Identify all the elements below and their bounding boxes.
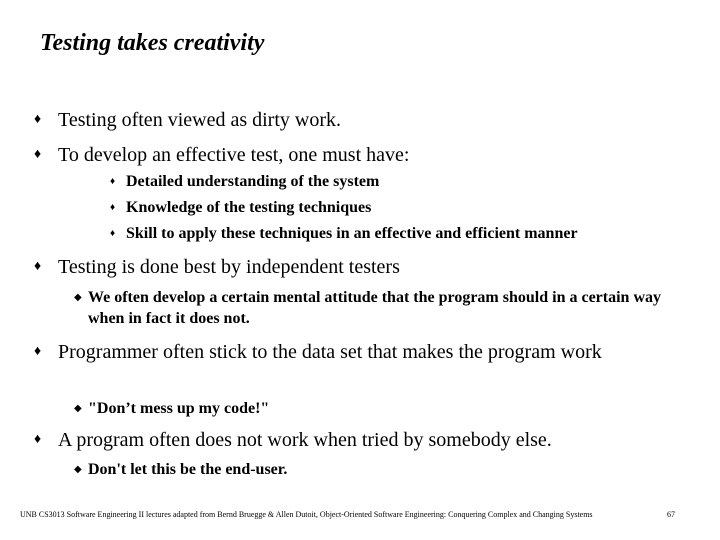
bullet-3 (34, 255, 400, 279)
diamond-bullet-icon: ♦ (34, 112, 42, 127)
bullet-5-text: A program often does not work when tried by somebody else. (58, 429, 552, 451)
diamond-bullet-icon: ♦ (34, 344, 42, 359)
footer-text: UNB CS3013 Software Engineering II lectures adapted from Bernd Bruegge & Allen Dutoit, Object-Oriented Software Engineering: Conquering Complex and Changing Systems (20, 510, 593, 519)
sub-bullet-2-text: Knowledge of the testing techniques (126, 199, 372, 216)
bullet-4-text: Programmer often stick to the data set that makes the program work (58, 341, 602, 363)
sub-bullet-2 (110, 197, 372, 218)
bullet-1 (34, 108, 341, 132)
bullet-4 (34, 340, 678, 364)
bullet-2 (34, 143, 410, 167)
small-diamond-bullet-icon: ◆ (74, 292, 82, 303)
bullet-1-text: Testing often viewed as dirty work. (58, 109, 341, 131)
diamond-bullet-icon: ♦ (34, 432, 42, 447)
sub-bullet-3-text: Skill to apply these techniques in an effective and efficient manner (126, 225, 578, 242)
sub-bullet-4 (74, 287, 688, 329)
bullet-3-text: Testing is done best by independent testers (58, 256, 400, 278)
page-number: 67 (667, 510, 675, 519)
sub-bullet-3 (110, 223, 578, 244)
small-diamond-bullet-icon: ♦ (110, 176, 116, 187)
sub-bullet-1-text: Detailed understanding of the system (126, 173, 380, 190)
bullet-5 (34, 428, 552, 452)
sub-bullet-5 (74, 398, 270, 419)
diamond-bullet-icon: ♦ (34, 147, 42, 162)
slide-title: Testing takes creativity (40, 30, 265, 56)
small-diamond-bullet-icon: ♦ (110, 228, 116, 239)
sub-bullet-6 (74, 459, 288, 480)
sub-bullet-4-text: We often develop a certain mental attitude that the program should in a certain way when in fact it does not. (88, 289, 661, 327)
sub-bullet-6-text: Don't let this be the end-user. (88, 461, 288, 478)
small-diamond-bullet-icon: ♦ (110, 202, 116, 213)
bullet-2-text: To develop an effective test, one must have: (58, 144, 410, 166)
small-diamond-bullet-icon: ◆ (74, 464, 82, 475)
small-diamond-bullet-icon: ◆ (74, 403, 82, 414)
sub-bullet-1 (110, 171, 380, 192)
sub-bullet-5-text: "Don’t mess up my code!" (88, 400, 270, 417)
diamond-bullet-icon: ♦ (34, 259, 42, 274)
